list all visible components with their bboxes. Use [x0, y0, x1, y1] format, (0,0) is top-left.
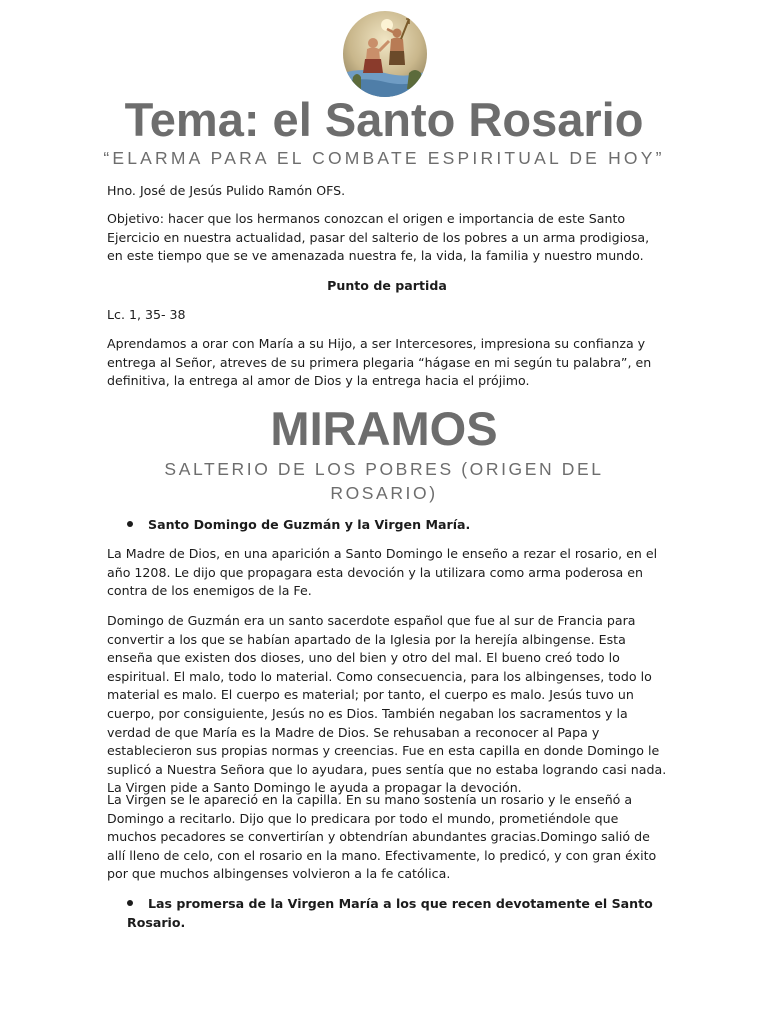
section-heading: MIRAMOS: [270, 402, 498, 455]
bullet-text: Las promersa de la Virgen María a los que recen devotamente el Santo Rosario.: [127, 896, 653, 930]
religious-image-icon: [343, 11, 427, 97]
bullet-icon: [127, 521, 133, 527]
bullet-icon: [127, 900, 133, 906]
document-title: Tema: el Santo Rosario: [124, 93, 644, 146]
paragraph-albigensian: Domingo de Guzmán era un santo sacerdote español que fue al sur de Francia para convertir a los que se habían apartado de la Iglesia por la herejía albingense. Esta enseña que existen dos dioses, uno del bien y otro del mal. El bueno creó todo lo espiritual. El malo, todo lo material. Como consecuencia, para los albingenses, todo lo material es malo. El cuerpo es material; por tanto, el cuerpo es malo. Jesús tuvo un cuerpo, por consiguiente, Jesús no es Dios. También negaban los sacramentos y la verdad de que María es la Madre de Dios. Se rehusaban a reconocer al Papa y establecieron sus propias normas y creencias. Fue en esta capilla en donde Domingo le suplicó a Nuestra Señora que lo ayudara, pues sentía que no estaba logrando casi nada. La Virgen pide a Santo Domingo le ayuda a propagar la devoción.: [107, 613, 667, 796]
paragraph-chapel: La Virgen se le apareció en la capilla. En su mano sostenía un rosario y le enseñó a Domingo a recitarlo. Dijo que lo predicara por todo el mundo, prometiéndole que muchos pecadores se convertirían y obtendrían abundantes gracias.Domingo salió de allí lleno de celo, con el rosario en la mano. Efectivamente, lo predicó, y con gran éxito por que muchos albingenses volvieron a la fe católica.: [107, 792, 657, 882]
bullet-text: Santo Domingo de Guzmán y la Virgen María.: [148, 517, 471, 532]
starting-point-heading: Punto de partida: [327, 278, 447, 293]
section-subheading: SALTERIO DE LOS POBRES (ORIGEN DEL ROSARIO): [164, 459, 604, 503]
bullet-item: [127, 516, 667, 535]
author-line: Hno. José de Jesús Pulido Ramón OFS.: [107, 183, 346, 198]
paragraph-apparition: La Madre de Dios, en una aparición a Santo Domingo le enseño a rezar el rosario, en el año 1208. Le dijo que propagara esta devoción y la utilizara como arma poderosa en contra de los enemigos de la Fe.: [107, 546, 658, 599]
bible-reference: Lc. 1, 35- 38: [107, 307, 186, 322]
bullet-item: [127, 895, 667, 932]
intro-paragraph: Aprendamos a orar con María a su Hijo, a ser Intercesores, impresiona su confianza y entrega al Señor, atreves de su primera plegaria “hágase en mi según tu palabra”, en definitiva, la entrega al amor de Dios y la entrega hacia el prójimo.: [107, 336, 652, 389]
document-subtitle: “ELARMA PARA EL COMBATE ESPIRITUAL DE HOY”: [103, 148, 665, 168]
objective-paragraph: Objetivo: hacer que los hermanos conozcan el origen e importancia de este Santo Ejercicio en nuestra actualidad, pasar del salterio de los pobres a un arma prodigiosa, en este tiempo que se ve amenazada nuestra fe, la vida, la familia y nuestro mundo.: [107, 211, 650, 264]
baptism-illustration: [343, 11, 427, 97]
